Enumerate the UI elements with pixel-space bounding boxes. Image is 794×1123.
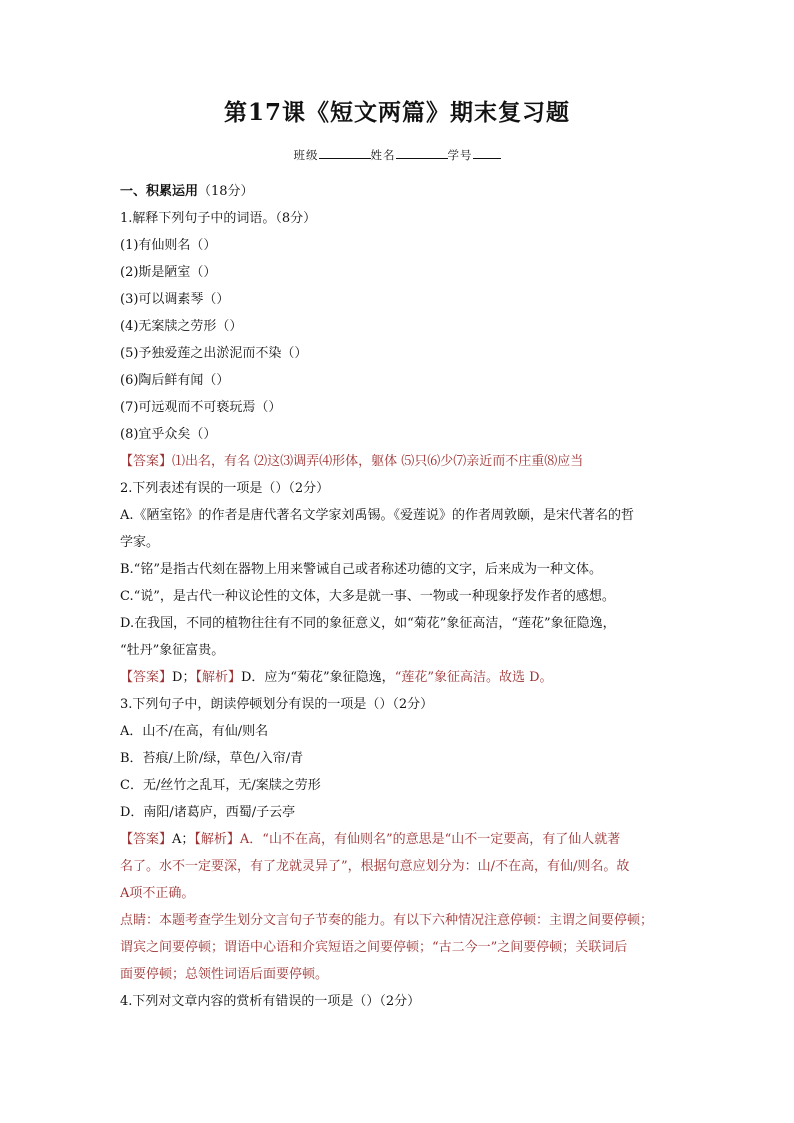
number-blank[interactable] xyxy=(473,146,501,159)
answer-text: ⑴出名，有名 ⑵这⑶调弄⑷形体，躯体 ⑸只⑹少⑺亲近而不庄重⑻应当 xyxy=(172,454,584,469)
q1-stem: 1.解释下列句子中的词语。（8分） xyxy=(120,211,317,226)
q2-answer xyxy=(120,664,676,691)
q1-item: (6)陶后鲜有闻（） xyxy=(120,373,230,388)
q3-option-c: C．无/丝竹之乱耳，无/案牍之劳形 xyxy=(120,778,321,793)
q2-option-c: C.“说”，是古代一种议论性的文体，大多是就一事、一物或一种现象抒发作者的感想。 xyxy=(120,589,615,604)
q1-item: (4)无案牍之劳形（） xyxy=(120,319,243,334)
class-blank[interactable] xyxy=(319,146,371,159)
analysis-tag: 【解析】 xyxy=(195,670,241,685)
section-title: 一、积累运用 xyxy=(120,184,199,199)
answer-text: D； xyxy=(172,670,196,685)
answer-tag: 【答案】 xyxy=(120,454,173,469)
q3-answer xyxy=(120,826,676,853)
q2-option-d: D.在我国，不同的植物往往有不同的象征意义，如“菊花”象征高洁，“莲花”象征隐逸， xyxy=(120,616,616,631)
q3-analysis-cont: 名了。水不一定要深，有了龙就灵异了”，根据句意应划分为：山/不在高，有仙/则名。故 xyxy=(120,859,630,874)
number-label: 学号 xyxy=(447,148,473,162)
q1-item: (3)可以调素琴（） xyxy=(120,292,230,307)
section-heading xyxy=(120,178,676,205)
page-title: 第17课《短文两篇》期末复习题 xyxy=(223,99,570,126)
answer-tag: 【答案】 xyxy=(120,832,173,847)
name-blank[interactable] xyxy=(396,146,448,159)
q1-item: (8)宜乎众矣（） xyxy=(120,427,217,442)
analysis-text-red: “莲花”象征高洁。故选 D。 xyxy=(394,670,553,685)
content xyxy=(120,178,676,1015)
q1-item: (1)有仙则名（） xyxy=(120,238,217,253)
student-info-line xyxy=(0,146,794,163)
q1-item: (5)予独爱莲之出淤泥而不染（） xyxy=(120,346,308,361)
q3-comment: 面要停顿；总领性词语后面要停顿。 xyxy=(120,967,329,982)
q1-answer xyxy=(120,448,676,475)
q1-item: (7)可远观而不可亵玩焉（） xyxy=(120,400,282,415)
name-label: 姓名 xyxy=(370,148,396,162)
q3-option-d: D．南阳/诸葛庐，西蜀/子云亭 xyxy=(120,805,296,820)
section-score: （18分） xyxy=(198,184,254,199)
analysis-text: D．应为“菊花”象征隐逸， xyxy=(240,670,395,685)
q3-comment: 点睛：本题考查学生划分文言句子节奏的能力。有以下六种情况注意停顿：主谓之间要停顿； xyxy=(120,913,654,928)
q3-analysis-cont: A项不正确。 xyxy=(120,886,195,901)
q2-option-a: A.《陋室铭》的作者是唐代著名文学家刘禹锡。《爱莲说》的作者周敦颐，是宋代著名的哲 xyxy=(120,508,635,523)
q2-stem: 2.下列表述有误的一项是（）（2分） xyxy=(120,481,330,496)
q3-stem: 3.下列句子中，朗读停顿划分有误的一项是（）（2分） xyxy=(120,697,434,712)
q2-option-b: B.“铭”是指古代刻在器物上用来警诫自己或者称述功德的文字，后来成为一种文体。 xyxy=(120,562,602,577)
class-label: 班级 xyxy=(293,148,319,162)
q2-option-a-cont: 学家。 xyxy=(120,535,160,550)
analysis-tag: 【解析】 xyxy=(194,832,240,847)
q1-item: (2)斯是陋室（） xyxy=(120,265,217,280)
answer-tag: 【答案】 xyxy=(120,670,173,685)
q4-stem: 4.下列对文章内容的赏析有错误的一项是（）（2分） xyxy=(120,994,421,1009)
q3-option-a: A．山不/在高，有仙/则名 xyxy=(120,724,269,739)
answer-text: A； xyxy=(172,832,195,847)
q2-option-d-cont: “牡丹”象征富贵。 xyxy=(120,643,225,658)
q3-option-b: B．苔痕/上阶/绿，草色/入帘/青 xyxy=(120,751,304,766)
analysis-text: A．“山不在高，有仙则名”的意思是“山不一定要高，有了仙人就著 xyxy=(239,832,621,847)
q3-comment: 谓宾之间要停顿；谓语中心语和介宾短语之间要停顿；“古二今一”之间要停顿；关联词后 xyxy=(120,940,628,955)
